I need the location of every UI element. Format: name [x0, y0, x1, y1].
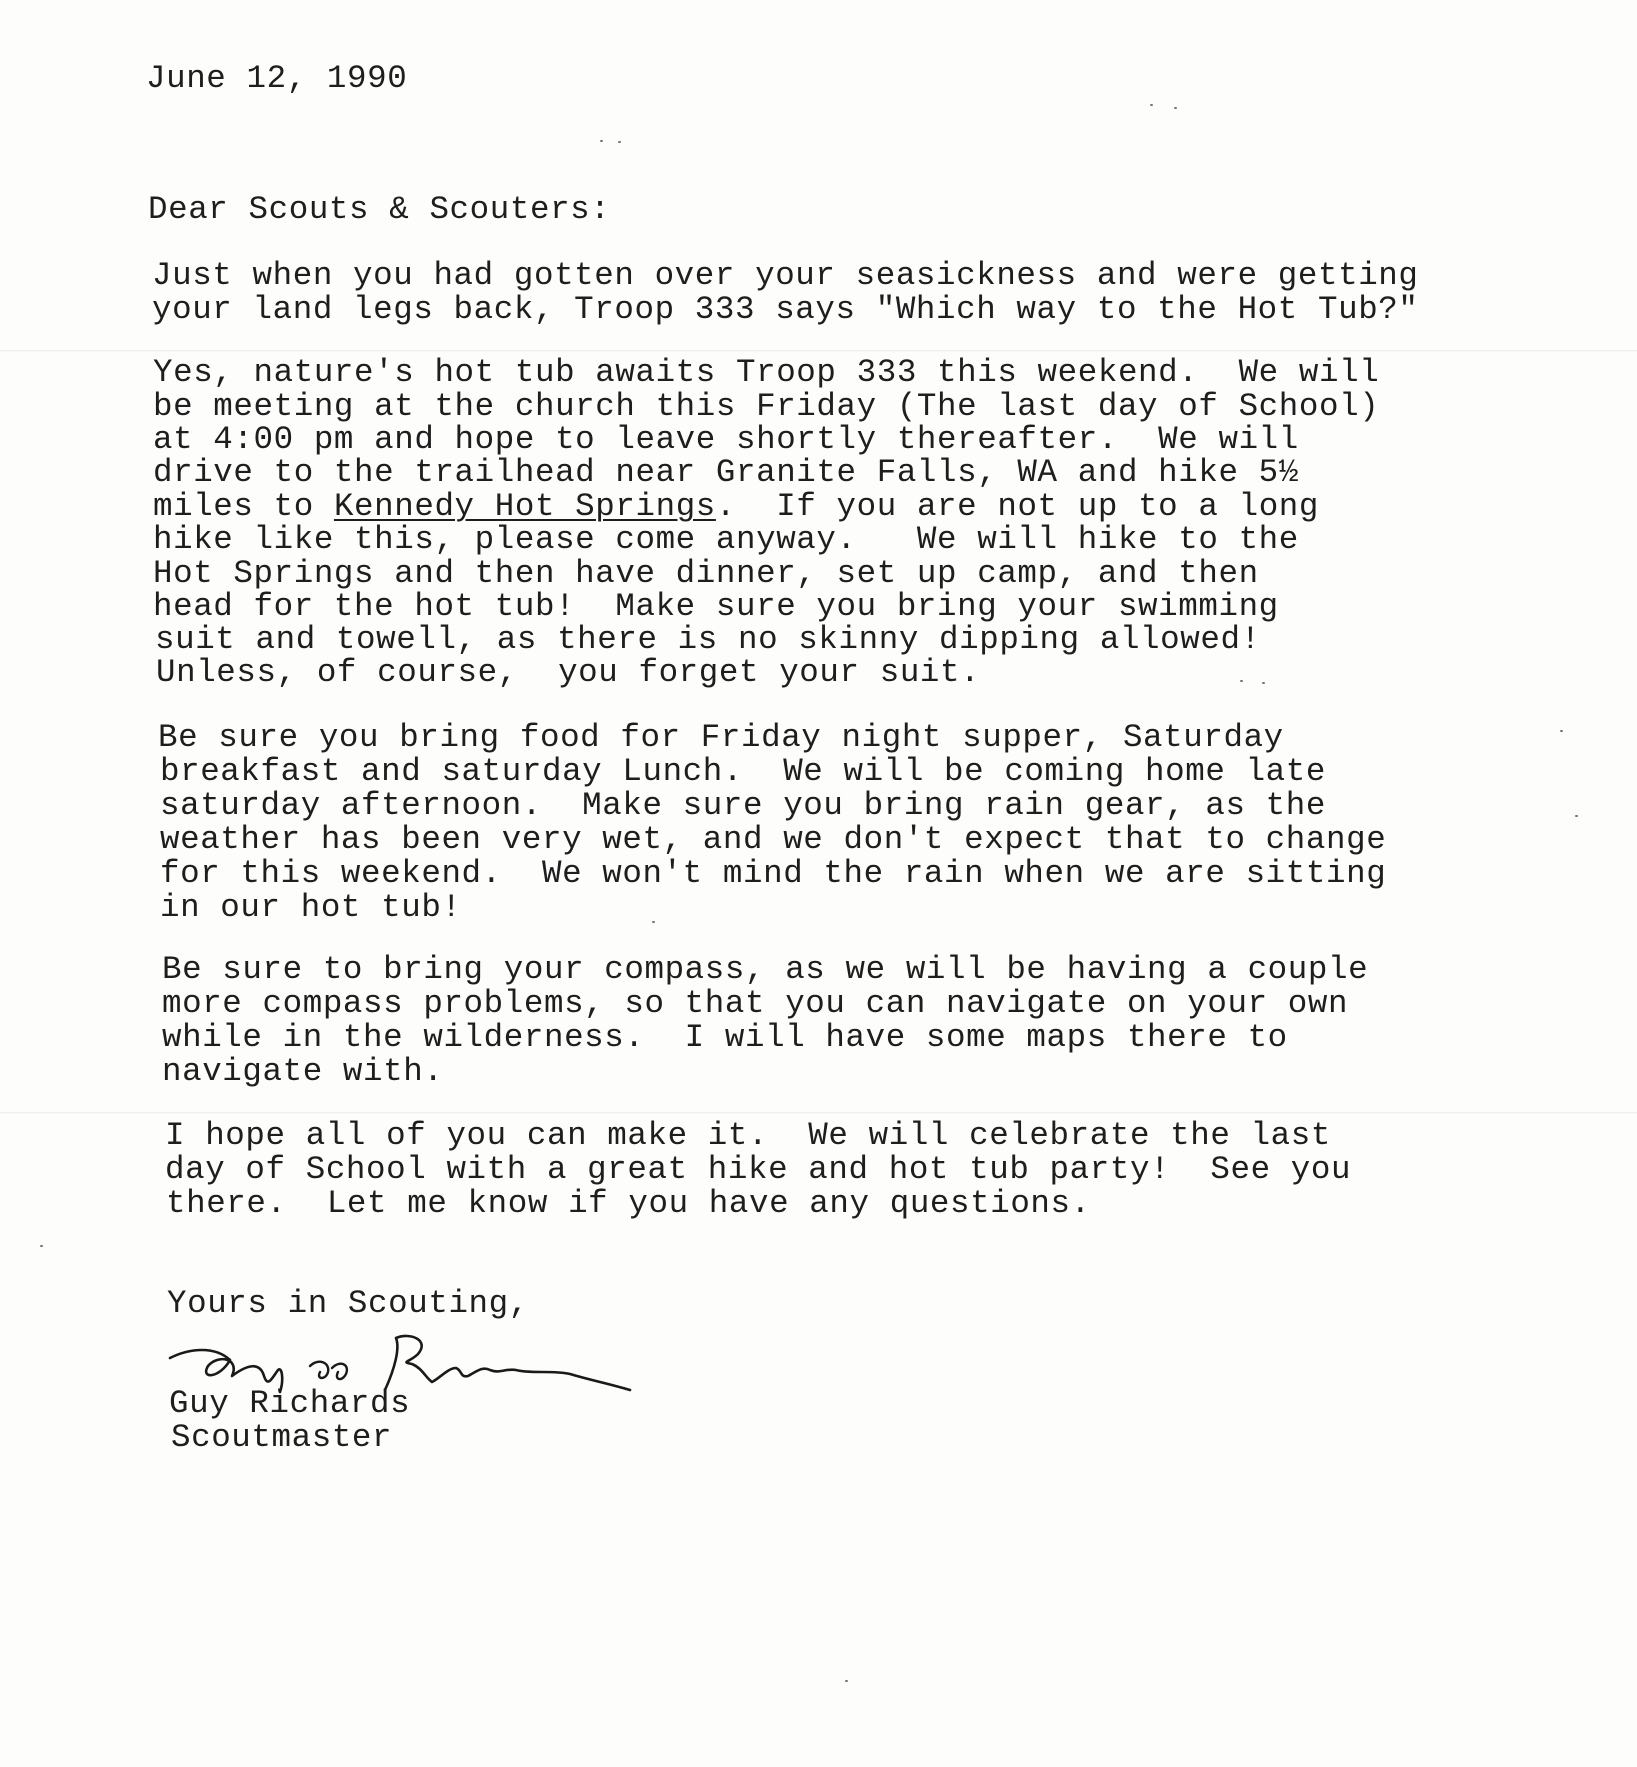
- paper-fold-crease: [0, 1112, 1637, 1114]
- paper-speck: [845, 1680, 848, 1682]
- paragraph-3-line: Be sure you bring food for Friday night supper, Saturday: [158, 719, 1284, 756]
- paper-speck: [618, 141, 621, 143]
- paragraph-2-line: at 4:00 pm and hope to leave shortly thereafter. We will: [153, 421, 1299, 458]
- paragraph-2-line: [153, 490, 1319, 524]
- paper-speck: [652, 921, 655, 923]
- paragraph-2-line: Hot Springs and then have dinner, set up camp, and then: [153, 555, 1259, 592]
- paragraph-2-line: head for the hot tub! Make sure you bring your swimming: [153, 588, 1279, 625]
- paper-speck: [1575, 815, 1578, 817]
- paragraph-1-line: Just when you had gotten over your seasickness and were getting: [152, 257, 1419, 294]
- paragraph-2-line: drive to the trailhead near Granite Falls, WA and hike 5½: [153, 454, 1299, 491]
- paragraph-3-line: in our hot tub!: [160, 889, 462, 926]
- paragraph-3-line: saturday afternoon. Make sure you bring rain gear, as the: [160, 787, 1326, 824]
- paragraph-5-line: day of School with a great hike and hot tub party! See you: [165, 1151, 1352, 1188]
- letter-date: June 12, 1990: [146, 60, 408, 97]
- paper-speck: [1560, 730, 1563, 732]
- salutation: Dear Scouts & Scouters:: [148, 191, 611, 228]
- signer-title: Scoutmaster: [171, 1419, 393, 1456]
- kennedy-hot-springs-underlined: Kennedy Hot Springs: [333, 488, 716, 525]
- signer-name: Guy Richards: [169, 1385, 411, 1422]
- paper-speck: [600, 140, 603, 142]
- paragraph-4-line: more compass problems, so that you can navigate on your own: [162, 985, 1349, 1022]
- paper-speck: [1174, 107, 1177, 109]
- paragraph-4-line: Be sure to bring your compass, as we will be having a couple: [162, 951, 1369, 988]
- paragraph-2-text: . If you are not up to a long: [715, 488, 1320, 525]
- paragraph-5-line: I hope all of you can make it. We will celebrate the last: [165, 1117, 1331, 1154]
- paragraph-3-line: breakfast and saturday Lunch. We will be coming home late: [160, 753, 1326, 790]
- paragraph-4-line: while in the wilderness. I will have some maps there to: [162, 1019, 1288, 1056]
- paragraph-2-line: Unless, of course, you forget your suit.: [156, 654, 981, 691]
- paragraph-2-line: hike like this, please come anyway. We will hike to the: [153, 521, 1299, 558]
- paper-speck: [1150, 104, 1153, 106]
- paragraph-2-text: miles to: [153, 488, 334, 525]
- paragraph-2-line: suit and towell, as there is no skinny dipping allowed!: [155, 621, 1261, 658]
- paragraph-3-line: weather has been very wet, and we don't expect that to change: [160, 821, 1387, 858]
- paragraph-1-line: your land legs back, Troop 333 says "Which way to the Hot Tub?": [152, 291, 1419, 328]
- paragraph-2-line: Yes, nature's hot tub awaits Troop 333 this weekend. We will: [153, 354, 1380, 391]
- closing: Yours in Scouting,: [167, 1285, 529, 1322]
- paragraph-3-line: for this weekend. We won't mind the rain when we are sitting: [160, 855, 1387, 892]
- paper-speck: [1262, 682, 1265, 684]
- paragraph-4-line: navigate with.: [162, 1053, 444, 1090]
- paper-speck: [40, 1245, 43, 1247]
- paper-fold-crease: [0, 350, 1637, 352]
- paper-speck: [1240, 680, 1243, 682]
- paragraph-2-line: be meeting at the church this Friday (The last day of School): [153, 388, 1380, 425]
- paragraph-5-line: there. Let me know if you have any questions.: [166, 1185, 1091, 1222]
